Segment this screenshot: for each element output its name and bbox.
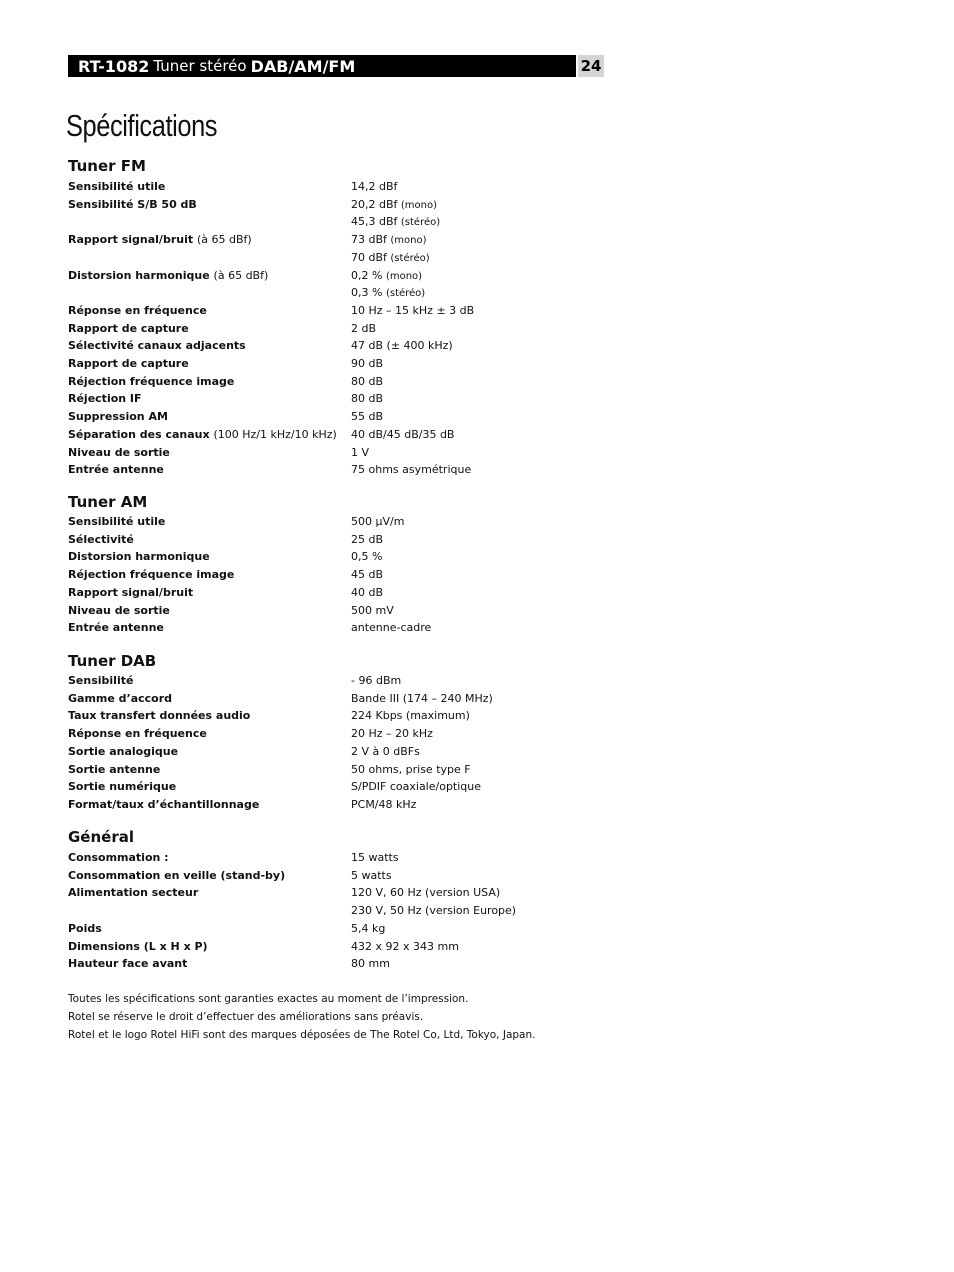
spec-row	[68, 373, 628, 391]
spec-row	[68, 267, 628, 285]
spec-row	[68, 707, 628, 725]
spec-value	[351, 707, 470, 725]
spec-row	[68, 284, 628, 302]
spec-value-text: 70 dBf	[351, 250, 387, 264]
model-number: RT-1082	[78, 56, 150, 76]
spec-row	[68, 725, 628, 743]
spec-row	[68, 231, 628, 249]
spec-label-text: Réjection fréquence image	[68, 374, 235, 388]
spec-label-text: Réjection IF	[68, 392, 142, 406]
spec-value	[351, 355, 383, 373]
spec-row	[68, 355, 628, 373]
spec-row	[68, 602, 628, 620]
spec-label-text: Gamme d’accord	[68, 691, 173, 705]
spec-label	[68, 955, 187, 973]
footnote: Rotel se réserve le droit d’effectuer des améliorations sans préavis.	[68, 1011, 424, 1023]
section-title-dab: Tuner DAB	[68, 652, 157, 670]
spec-label-text: Consommation en veille (stand-by)	[68, 868, 286, 882]
spec-value-text: - 96 dBm	[351, 674, 402, 687]
spec-row	[68, 196, 628, 214]
spec-value-text: 15 watts	[351, 851, 399, 864]
spec-value-text: 47 dB (± 400 kHz)	[351, 339, 453, 353]
spec-label-text: Dimensions (L x H x P)	[68, 939, 208, 953]
spec-value	[351, 249, 430, 268]
spec-label-text: Réponse en fréquence	[68, 303, 207, 317]
page-number: 24	[578, 55, 604, 77]
spec-value	[351, 672, 401, 690]
spec-row	[68, 920, 628, 938]
spec-label	[68, 302, 207, 320]
spec-value	[351, 602, 394, 620]
spec-row	[68, 796, 628, 814]
spec-row	[68, 743, 628, 761]
spec-label	[68, 920, 102, 938]
spec-label-text: Sensibilité S/B 50 dB	[68, 197, 197, 211]
spec-label-text: Réjection fréquence image	[68, 568, 235, 582]
spec-value-text: S/PDIF coaxiale/optique	[351, 780, 482, 794]
spec-label-text: Sensibilité	[68, 674, 134, 687]
spec-value-text: 500 µV/m	[351, 515, 405, 528]
spec-value	[351, 938, 459, 956]
spec-row	[68, 584, 628, 602]
spec-value	[351, 267, 422, 286]
spec-value	[351, 920, 385, 938]
spec-label-text: Consommation :	[68, 851, 169, 864]
footnote: Rotel et le logo Rotel HiFi sont des marques déposées de The Rotel Co, Ltd, Tokyo, Japan.	[68, 1029, 536, 1041]
spec-label-text: Rapport signal/bruit	[68, 585, 194, 599]
spec-label-text: Réponse en fréquence	[68, 727, 207, 741]
spec-value-text: 80 dB	[351, 392, 384, 406]
spec-row	[68, 884, 628, 902]
spec-row	[68, 955, 628, 973]
spec-row	[68, 302, 628, 320]
spec-row	[68, 902, 628, 920]
spec-value-text: 1 V	[351, 445, 370, 459]
spec-row	[68, 320, 628, 338]
spec-label-text: Entrée antenne	[68, 621, 164, 635]
spec-value	[351, 373, 383, 391]
spec-value-note: (mono)	[385, 270, 423, 282]
spec-value-text: Bande III (174 – 240 MHz)	[351, 691, 493, 705]
spec-label	[68, 849, 169, 867]
spec-value-text: 5,4 kg	[351, 921, 386, 935]
section-title-fm: Tuner FM	[68, 157, 146, 175]
spec-row	[68, 213, 628, 231]
spec-value	[351, 426, 454, 444]
spec-label-text: Format/taux d’échantillonnage	[68, 797, 260, 811]
spec-value	[351, 566, 383, 584]
spec-value-note: (stéréo)	[390, 252, 430, 264]
spec-row	[68, 778, 628, 796]
spec-label	[68, 408, 168, 426]
spec-value	[351, 619, 431, 637]
spec-label	[68, 231, 252, 249]
spec-value-text: 73 dBf	[351, 233, 387, 247]
spec-label-note: (100 Hz/1 kHz/10 kHz)	[213, 427, 337, 441]
spec-value	[351, 955, 390, 973]
spec-label	[68, 461, 164, 479]
spec-value-text: 120 V, 60 Hz (version USA)	[351, 886, 501, 900]
spec-row	[68, 849, 628, 867]
spec-label	[68, 320, 189, 338]
spec-value-text: 55 dB	[351, 410, 384, 424]
page-title: Spécifications	[66, 108, 218, 143]
spec-value-text: 80 mm	[351, 957, 390, 971]
spec-label	[68, 531, 134, 549]
spec-value	[351, 778, 481, 796]
spec-label	[68, 178, 165, 196]
spec-row	[68, 337, 628, 355]
spec-label-text: Rapport de capture	[68, 321, 189, 335]
spec-value-text: 20 Hz – 20 kHz	[351, 727, 433, 741]
spec-label-text: Poids	[68, 921, 102, 935]
spec-value-text: 0,3 %	[351, 286, 383, 300]
spec-value-text: 40 dB	[351, 585, 384, 599]
spec-row	[68, 548, 628, 566]
spec-label-text: Hauteur face avant	[68, 957, 188, 971]
spec-label-text: Rapport signal/bruit	[68, 233, 194, 247]
spec-row	[68, 867, 628, 885]
header-bar	[68, 55, 576, 77]
spec-value	[351, 884, 500, 902]
spec-value-text: 2 dB	[351, 321, 377, 335]
spec-label	[68, 938, 208, 956]
spec-label	[68, 867, 285, 885]
spec-value	[351, 320, 376, 338]
spec-row	[68, 619, 628, 637]
spec-row	[68, 408, 628, 426]
spec-value-text: 14,2 dBf	[351, 180, 398, 193]
spec-value	[351, 584, 383, 602]
spec-row	[68, 690, 628, 708]
spec-value	[351, 178, 397, 196]
spec-value-text: 5 watts	[351, 868, 392, 882]
spec-value	[351, 337, 453, 355]
spec-value	[351, 408, 383, 426]
spec-label-text: Entrée antenne	[68, 463, 164, 477]
spec-value-text: 2 V à 0 dBFs	[351, 744, 420, 758]
footnote: Toutes les spécifications sont garanties exactes au moment de l’impression.	[68, 993, 469, 1005]
spec-label-note: (à 65 dBf)	[213, 268, 269, 282]
spec-label	[68, 672, 133, 690]
spec-value-text: 0,5 %	[351, 550, 383, 564]
spec-label	[68, 743, 178, 761]
spec-value-text: 80 dB	[351, 374, 384, 388]
spec-label-text: Sensibilité utile	[68, 515, 166, 528]
spec-row	[68, 249, 628, 267]
spec-value	[351, 531, 383, 549]
spec-value-text: 0,2 %	[351, 268, 383, 282]
spec-label-text: Sortie numérique	[68, 780, 177, 794]
spec-label	[68, 444, 170, 462]
spec-label	[68, 513, 165, 531]
spec-value	[351, 548, 382, 566]
spec-value	[351, 444, 369, 462]
spec-label-text: Niveau de sortie	[68, 445, 170, 459]
spec-label	[68, 196, 197, 214]
spec-value-text: 75 ohms asymétrique	[351, 463, 472, 477]
spec-label	[68, 619, 164, 637]
spec-value	[351, 461, 471, 479]
spec-value	[351, 196, 437, 215]
spec-value-text: PCM/48 kHz	[351, 797, 417, 811]
spec-row	[68, 761, 628, 779]
spec-label-text: Alimentation secteur	[68, 886, 199, 900]
spec-label	[68, 267, 268, 285]
spec-label	[68, 761, 160, 779]
spec-row	[68, 426, 628, 444]
spec-value-text: 90 dB	[351, 357, 384, 370]
spec-value-text: 50 ohms, prise type F	[351, 762, 471, 776]
spec-row	[68, 461, 628, 479]
spec-value-text: 432 x 92 x 343 mm	[351, 939, 459, 953]
spec-value-note: (stéréo)	[385, 288, 426, 300]
spec-label	[68, 548, 210, 566]
spec-row	[68, 566, 628, 584]
spec-value	[351, 796, 416, 814]
spec-row	[68, 938, 628, 956]
spec-label	[68, 426, 337, 444]
spec-value	[351, 690, 493, 708]
spec-value	[351, 302, 474, 320]
spec-label	[68, 355, 189, 373]
spec-label	[68, 778, 176, 796]
spec-label-text: Distorsion harmonique	[68, 550, 210, 564]
spec-label	[68, 884, 198, 902]
spec-label-note: (à 65 dBf)	[196, 233, 252, 247]
spec-value-text: 20,2 dBf	[351, 197, 398, 211]
spec-value-text: 45 dB	[351, 568, 384, 582]
spec-row	[68, 672, 628, 690]
spec-label	[68, 707, 250, 725]
section-title-general: Général	[68, 828, 134, 846]
spec-value-text: 25 dB	[351, 532, 384, 546]
spec-label-text: Sensibilité utile	[68, 180, 166, 193]
spec-value-note: (stéréo)	[400, 217, 441, 229]
spec-value-text: 230 V, 50 Hz (version Europe)	[351, 904, 517, 918]
spec-value	[351, 513, 404, 531]
spec-value	[351, 761, 471, 779]
spec-row	[68, 178, 628, 196]
spec-label	[68, 337, 246, 355]
spec-value-note: (mono)	[400, 199, 438, 211]
spec-value	[351, 231, 427, 250]
spec-label	[68, 690, 172, 708]
spec-label-text: Sélectivité	[68, 532, 134, 546]
spec-row	[68, 390, 628, 408]
spec-value-note: (mono)	[390, 235, 427, 247]
spec-label-text: Sortie antenne	[68, 762, 161, 776]
spec-value-text: 224 Kbps (maximum)	[351, 709, 470, 723]
spec-value	[351, 390, 383, 408]
spec-value-text: 500 mV	[351, 603, 394, 617]
spec-value	[351, 849, 399, 867]
spec-label-text: Sélectivité canaux adjacents	[68, 339, 246, 353]
spec-label-text: Sortie analogique	[68, 744, 179, 758]
spec-label-text: Distorsion harmonique	[68, 268, 210, 282]
section-title-am: Tuner AM	[68, 493, 148, 511]
spec-value	[351, 213, 440, 232]
spec-value	[351, 902, 516, 920]
spec-label-text: Séparation des canaux	[68, 427, 210, 441]
spec-label	[68, 602, 170, 620]
spec-row	[68, 444, 628, 462]
spec-value	[351, 284, 425, 303]
product-type: Tuner stéréo	[153, 57, 247, 75]
spec-value-text: 40 dB/45 dB/35 dB	[351, 427, 455, 441]
spec-row	[68, 531, 628, 549]
spec-value	[351, 743, 420, 761]
spec-label	[68, 796, 259, 814]
spec-value-text: 45,3 dBf	[351, 215, 398, 229]
spec-label-text: Rapport de capture	[68, 357, 189, 370]
spec-value	[351, 725, 433, 743]
spec-label	[68, 566, 234, 584]
spec-value	[351, 867, 392, 885]
spec-label	[68, 390, 142, 408]
spec-label-text: Niveau de sortie	[68, 603, 170, 617]
band-list: DAB/AM/FM	[250, 56, 356, 76]
spec-label-text: Taux transfert données audio	[68, 709, 251, 723]
spec-label	[68, 373, 234, 391]
spec-row	[68, 513, 628, 531]
spec-value-text: 10 Hz – 15 kHz ± 3 dB	[351, 303, 475, 317]
spec-value-text: antenne-cadre	[351, 621, 432, 635]
spec-label	[68, 725, 207, 743]
spec-label-text: Suppression AM	[68, 410, 168, 424]
spec-label	[68, 584, 193, 602]
